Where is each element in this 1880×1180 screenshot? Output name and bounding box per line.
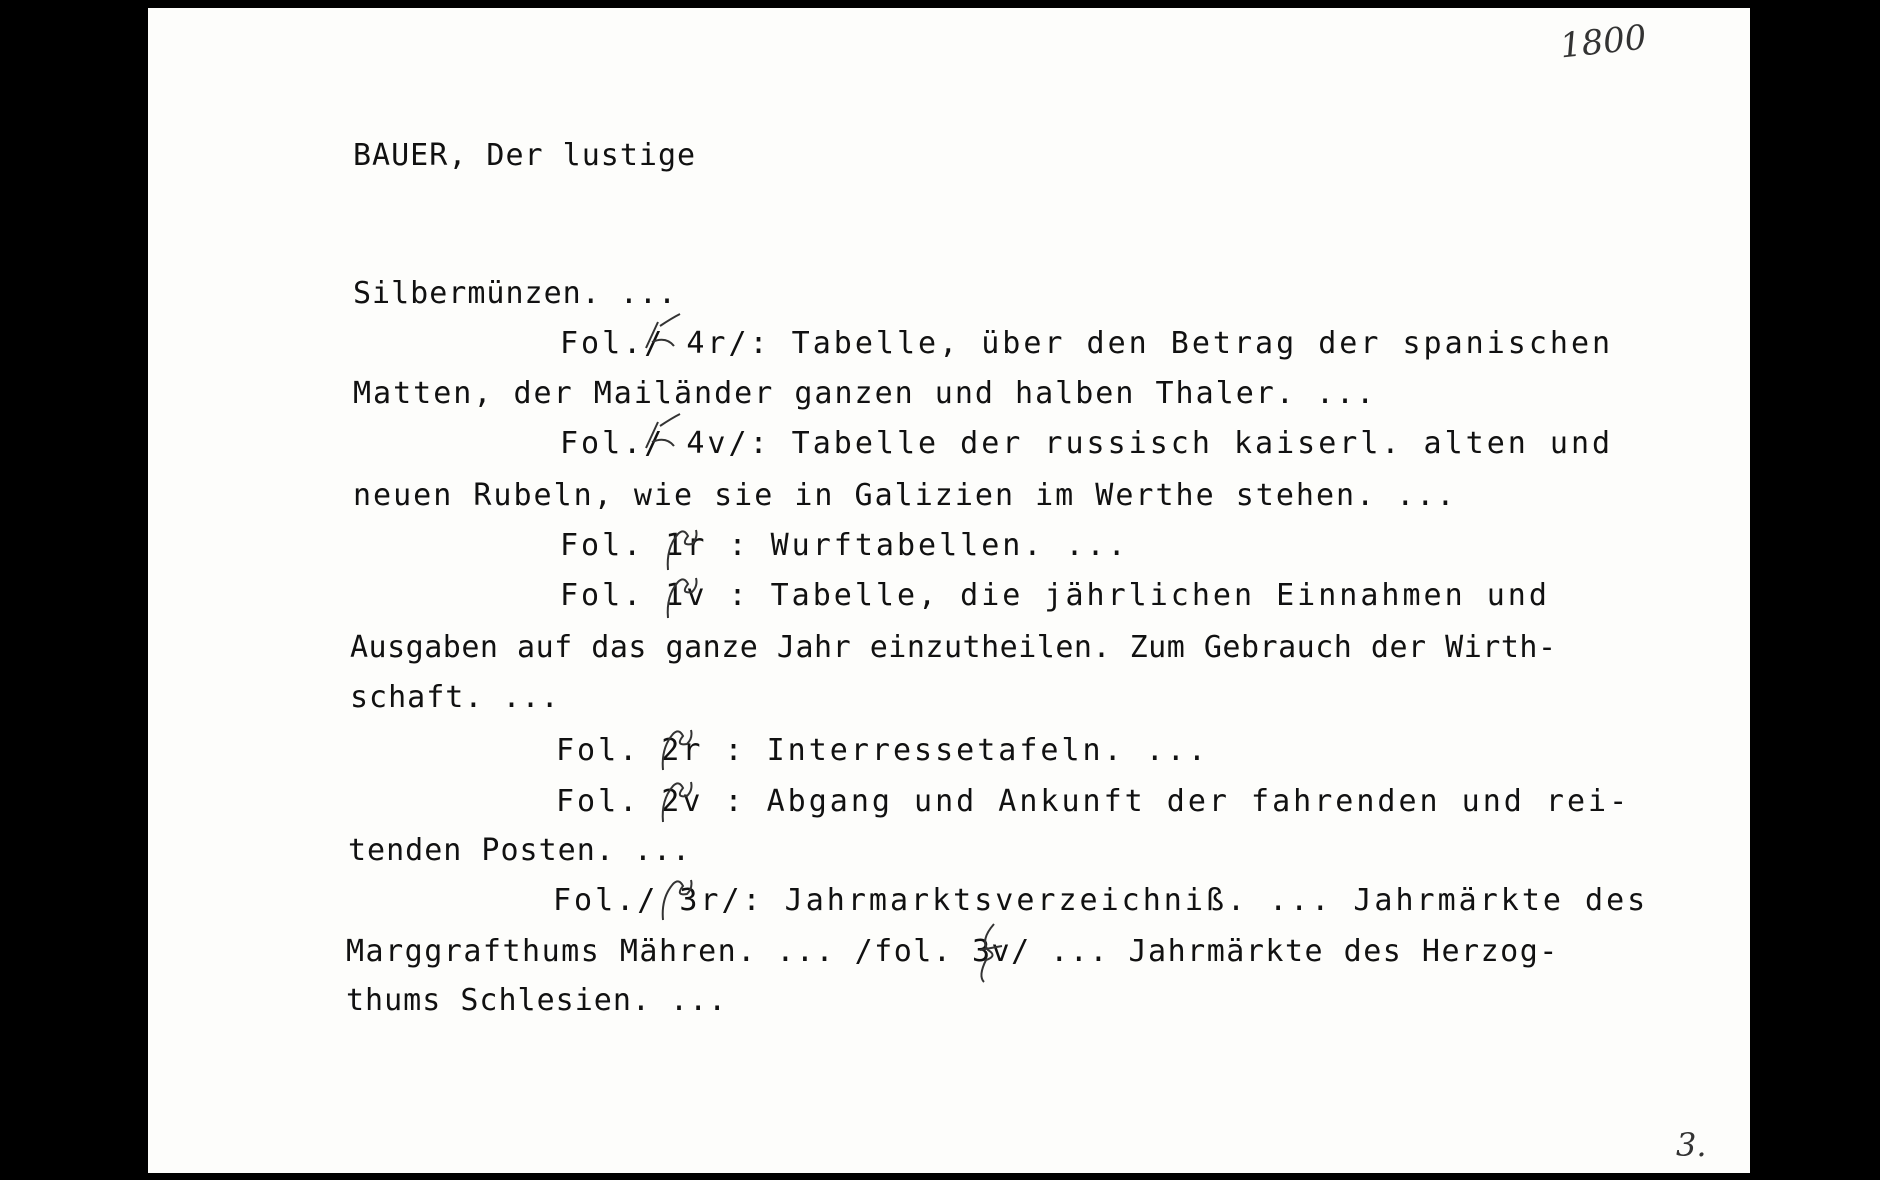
text-line-1: Silbermünzen. ... [353,276,678,311]
text-line-5: neuen Rubeln, wie sie in Galizien im Werthe stehen. ... [353,478,1457,513]
text-line-6: Fol. 1r : Wurftabellen. ... [560,528,1129,563]
text-line-10: Fol. 2r : Interressetafeln. ... [556,733,1209,768]
text-line-15: thums Schlesien. ... [346,983,728,1018]
handwritten-folio-mark [653,868,699,924]
handwritten-folio-mark [653,718,699,774]
text-line-14: Marggrafthums Mähren. ... /fol. 3v/ ... Jahrmärkte des Herzog- [346,934,1559,969]
text-line-8: Ausgaben auf das ganze Jahr einzutheilen. Zum Gebrauch der Wirth- [350,630,1557,665]
card-number: 3. [1676,1126,1707,1164]
handwritten-folio-mark [658,566,704,622]
catalog-number: 1800 [1558,17,1649,67]
handwritten-folio-mark [640,312,686,356]
text-line-13: Fol./ 3r/: Jahrmarktsverzeichniß. ... Jahrmärkte des [553,883,1649,918]
text-line-3: Matten, der Mailänder ganzen und halben Thaler. ... [353,376,1377,411]
text-line-9: schaft. ... [350,680,560,715]
handwritten-folio-mark [974,920,1008,984]
text-line-12: tenden Posten. ... [348,833,692,868]
text-line-2: Fol./ 4r/: Tabelle, über den Betrag der spanischen [560,326,1614,361]
index-card [148,8,1750,1173]
text-line-11: Fol. 2v : Abgang und Ankunft der fahrenden und rei- [556,784,1631,819]
handwritten-folio-mark [640,412,686,456]
text-line-7: Fol. 1v : Tabelle, die jährlichen Einnahmen und [560,578,1550,613]
text-line-4: Fol./ 4v/: Tabelle der russisch kaiserl. alten und [560,426,1614,461]
title-name: BAUER [353,138,449,173]
card-title [353,138,696,173]
handwritten-folio-mark [653,770,699,826]
title-rest: , Der lustige [448,138,697,173]
